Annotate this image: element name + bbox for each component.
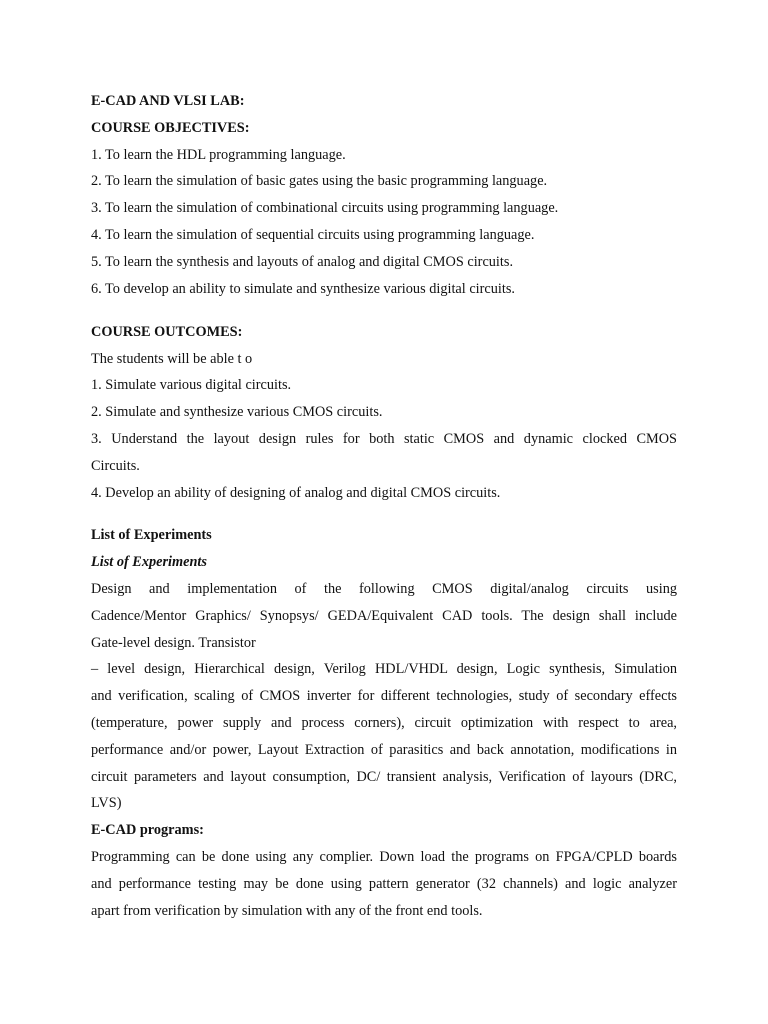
outcome-item: 1. Simulate various digital circuits. [91,377,292,394]
objective-item: 5. To learn the synthesis and layouts of analog and digital CMOS circuits. [91,253,514,270]
document-title: E-CAD AND VLSI LAB: [91,93,245,109]
experiments-line: circuit parameters and layout consumption, DC/ transient analysis, Verification of layours (DRC, [91,768,677,785]
objective-item: 4. To learn the simulation of sequential circuits using programming language. [91,226,535,243]
experiments-line: performance and/or power, Layout Extraction of parasitics and back annotation, modifications in [91,741,677,758]
outcomes-intro: The students will be able t o [91,350,253,367]
objective-item: 2. To learn the simulation of basic gates using the basic programming language. [91,173,548,190]
ecad-line: Programming can be done using any complier. Down load the programs on FPGA/CPLD boards [91,849,677,866]
outcomes-heading: COURSE OUTCOMES: [91,323,243,340]
experiments-subheading: List of Experiments [91,554,207,571]
outcome-item-continuation: Circuits. [91,457,140,474]
objective-item: 6. To develop an ability to simulate and synthesize various digital circuits. [91,280,515,297]
outcome-item: 4. Develop an ability of designing of analog and digital CMOS circuits. [91,484,501,501]
experiments-line: LVS) [91,795,122,812]
experiments-line: – level design, Hierarchical design, Verilog HDL/VHDL design, Logic synthesis, Simulation [91,661,677,678]
experiments-line: Cadence/Mentor Graphics/ Synopsys/ GEDA/Equivalent CAD tools. The design shall include [91,607,677,624]
experiments-line: and verification, scaling of CMOS inverter for different technologies, study of secondary effects [91,688,677,705]
document-page [91,88,677,924]
experiments-line: Gate-level design. Transistor [91,634,256,651]
objectives-heading: COURSE OBJECTIVES: [91,119,250,136]
experiments-heading: List of Experiments [91,527,212,544]
outcome-item: 3. Understand the layout design rules for both static CMOS and dynamic clocked CMOS [91,431,677,448]
experiments-line: Design and implementation of the following CMOS digital/analog circuits using [91,581,677,598]
outcome-item: 2. Simulate and synthesize various CMOS circuits. [91,404,383,421]
ecad-line: and performance testing may be done using pattern generator (32 channels) and logic analyzer [91,875,677,892]
ecad-line: apart from verification by simulation with any of the front end tools. [91,902,483,919]
objective-item: 3. To learn the simulation of combinational circuits using programming language. [91,200,559,217]
objective-item: 1. To learn the HDL programming language. [91,146,346,163]
experiments-line: (temperature, power supply and process corners), circuit optimization with respect to area, [91,715,677,732]
ecad-heading: E-CAD programs: [91,822,204,839]
